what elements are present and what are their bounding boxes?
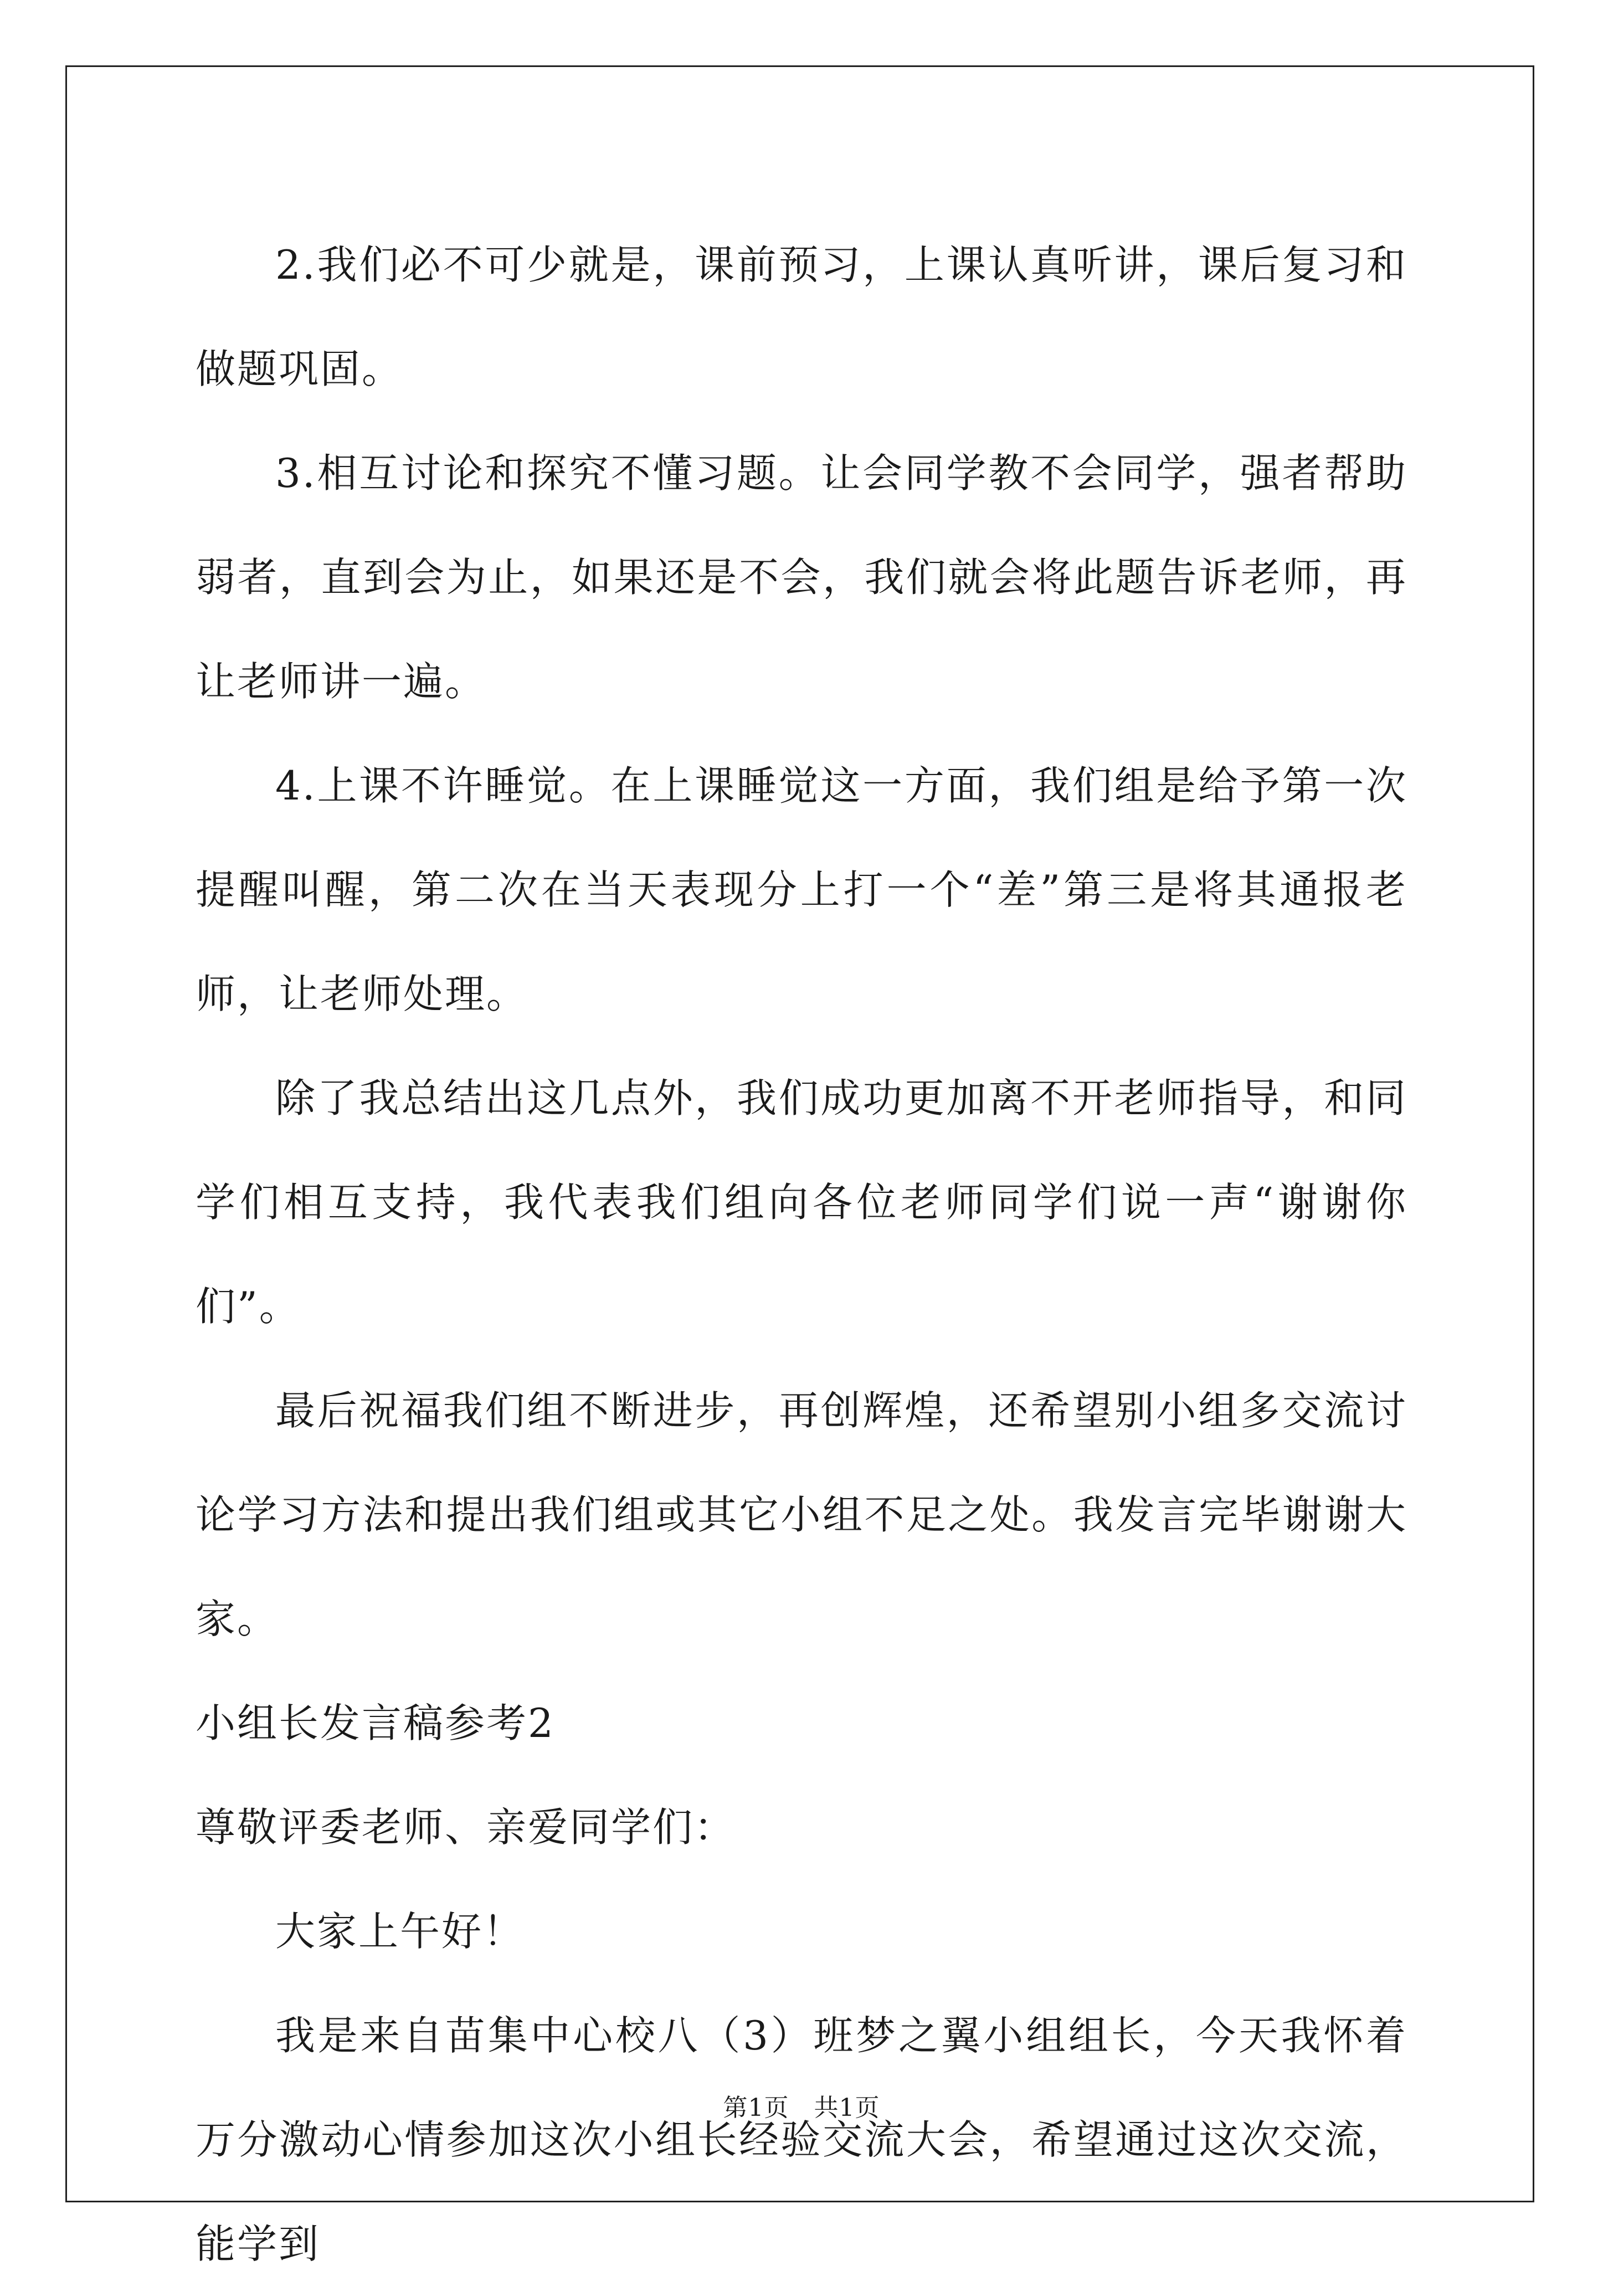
paragraph-point-3: 3.相互讨论和探究不懂习题。让会同学教不会同学，强者帮助弱者，直到会为止，如果还是不会，我们就会将此题告诉老师，再让老师讲一遍。 [196, 450, 1407, 705]
paragraph-closing: 最后祝福我们组不断进步，再创辉煌，还希望别小组多交流讨论学习方法和提出我们组或其它小组不足之处。我发言完毕谢谢大家。 [196, 1387, 1407, 1642]
paragraph-point-2: 2.我们必不可少就是，课前预习，上课认真听讲，课后复习和做题巩固。 [196, 242, 1407, 392]
document-body [196, 213, 1407, 2296]
paragraph-intro: 我是来自苗集中心校八（3）班梦之翼小组组长，今天我怀着万分激动心情参加这次小组长经验交流大会，希望通过这次交流，能学到 [196, 2012, 1407, 2267]
paragraph-point-4: 4.上课不许睡觉。在上课睡觉这一方面，我们组是给予第一次提醒叫醒，第二次在当天表现分上打一个“差”第三是将其通报老师，让老师处理。 [196, 762, 1407, 1017]
page-footer: 第1页 共1页 [723, 2094, 880, 2122]
paragraph-summary: 除了我总结出这几点外，我们成功更加离不开老师指导，和同学们相互支持，我代表我们组向各位老师同学们说一声“谢谢你们”。 [196, 1075, 1407, 1330]
section-title: 小组长发言稿参考2 [196, 1700, 555, 1746]
salutation: 尊敬评委老师、亲爱同学们： [196, 1804, 736, 1851]
greeting: 大家上午好！ [275, 1908, 525, 1955]
